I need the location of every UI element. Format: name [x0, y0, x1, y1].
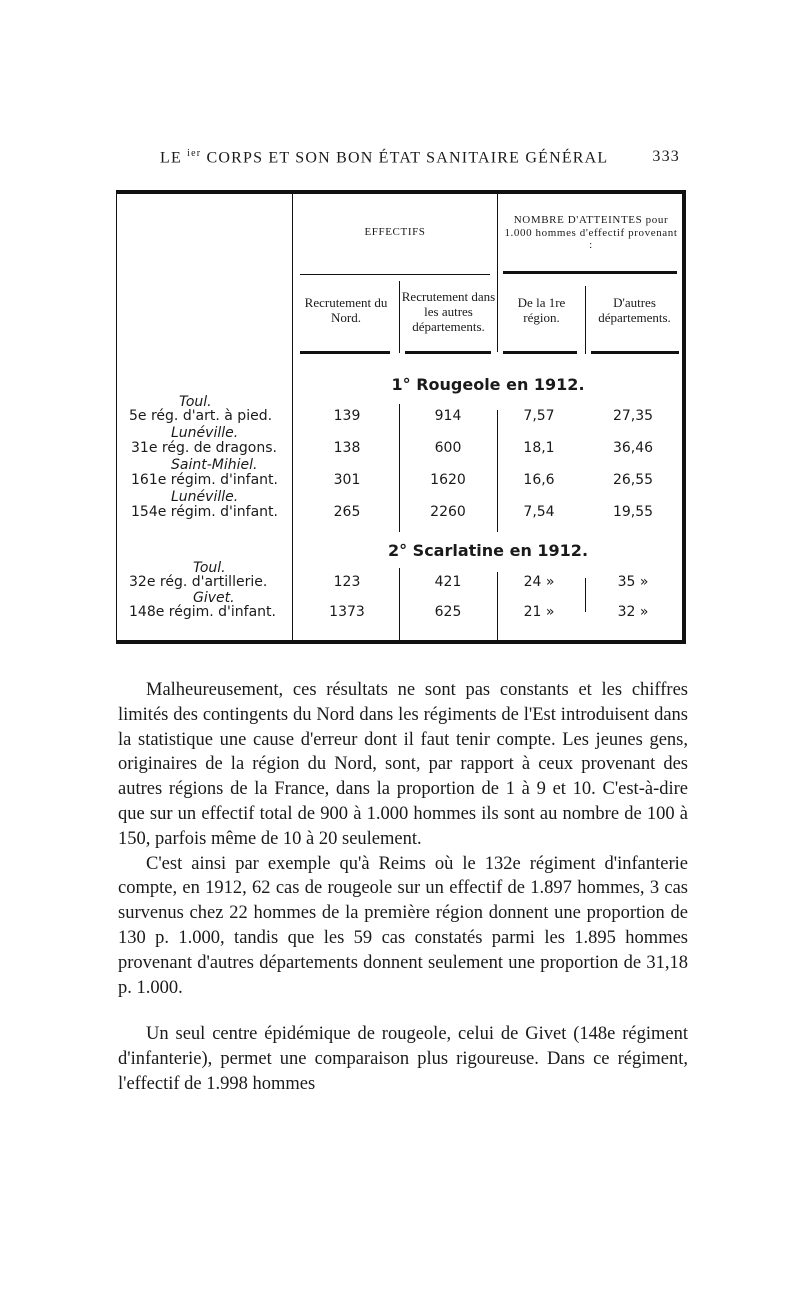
page-number: 333	[652, 148, 680, 165]
cell-value: 265	[333, 504, 361, 520]
paragraph: C'est ainsi par exemple qu'à Reims où le 132e régiment d'infanterie compte, en 1912, 62 cas de rougeole sur un effectif de 1.897 hommes, 3 cas survenus chez 22 hommes de la première région donnent une proportion de 130 p. 1.000, tandis que les 59 cas constatés parmi les 1.895 hommes provenant d'autres départements donnent seulement une proportion de 31,18 p. 1.000.	[118, 853, 688, 998]
cell-value: 138	[333, 440, 361, 456]
cell-value: 24 »	[523, 574, 555, 590]
cell-value: 1373	[329, 604, 365, 620]
paragraph: Malheureusement, ces résultats ne sont pas constants et les chiffres limités des contingents du Nord dans les régiments de l'Est introduisent dans la statistique une cause d'erreur dont il faut tenir compte. Les jeunes gens, originaires de la région du Nord, sont, par rapport à ceux provenant des autres régions de la France, dans la proportion de 1 à 9 et 10. C'est-à-dire que sur un effectif total de 900 à 1.000 hommes ils sont au nombre de 100 à 150, parfois même de 10 à 20 seulement.	[118, 680, 688, 849]
cell-value: 18,1	[523, 440, 555, 456]
cell-value: 32 »	[617, 604, 649, 620]
cell-value: 7,54	[523, 504, 555, 520]
statistics-table	[116, 190, 686, 644]
col-header-autres-departements: D'autres départements.	[598, 295, 671, 325]
cell-value: 26,55	[612, 472, 654, 488]
row-place: Givet.	[193, 590, 235, 606]
atteintes-header: NOMBRE D'ATTEINTES pour 1.000 hommes d'effectif provenant :	[504, 214, 678, 252]
col-header-premiere-region: De la 1re région.	[517, 295, 566, 325]
cell-value: 7,57	[523, 408, 555, 424]
section-title: 1° Rougeole en 1912.	[391, 375, 585, 394]
cell-value: 600	[434, 440, 462, 456]
row-unit: 32e rég. d'artillerie.	[129, 574, 268, 590]
row-place: Toul.	[193, 560, 226, 576]
cell-value: 27,35	[612, 408, 654, 424]
cell-value: 2260	[430, 504, 466, 520]
cell-value: 21 »	[523, 604, 555, 620]
row-unit: 5e rég. d'art. à pied.	[129, 408, 273, 424]
cell-value: 914	[434, 408, 462, 424]
row-unit: 154e régim. d'infant.	[131, 504, 278, 520]
row-place: Lunéville.	[171, 425, 239, 441]
effectifs-header: EFFECTIFS	[364, 226, 426, 238]
cell-value: 123	[333, 574, 361, 590]
header-title: LE $^{ier}$ CORPS ET SON BON ÉTAT SANITAIRE GÉNÉRAL	[160, 148, 609, 167]
cell-value: 301	[333, 472, 361, 488]
running-header	[160, 148, 680, 167]
row-unit: 161e régim. d'infant.	[131, 472, 278, 488]
section-title: 2° Scarlatine en 1912.	[387, 541, 589, 560]
cell-value: 19,55	[612, 504, 654, 520]
col-header-nord: Recrutement du Nord.	[304, 295, 388, 325]
paragraph: Un seul centre épidémique de rougeole, celui de Givet (148e régiment d'infanterie), permet une comparaison plus rigoureuse. Dans ce régiment, l'effectif de 1.998 hommes	[118, 1024, 688, 1094]
row-place: Saint-Mihiel.	[171, 457, 258, 473]
row-place: Toul.	[179, 394, 212, 410]
cell-value: 16,6	[523, 472, 555, 488]
row-place: Lunéville.	[171, 489, 239, 505]
col-header-autres: Recrutement dans les autres départements.	[401, 289, 496, 334]
row-unit: 148e régim. d'infant.	[129, 604, 276, 620]
cell-value: 35 »	[617, 574, 649, 590]
cell-value: 625	[434, 604, 462, 620]
cell-value: 139	[333, 408, 361, 424]
cell-value: 1620	[430, 472, 466, 488]
row-unit: 31e rég. de dragons.	[131, 440, 277, 456]
cell-value: 421	[434, 574, 462, 590]
cell-value: 36,46	[612, 440, 654, 456]
body-text	[118, 678, 688, 1097]
